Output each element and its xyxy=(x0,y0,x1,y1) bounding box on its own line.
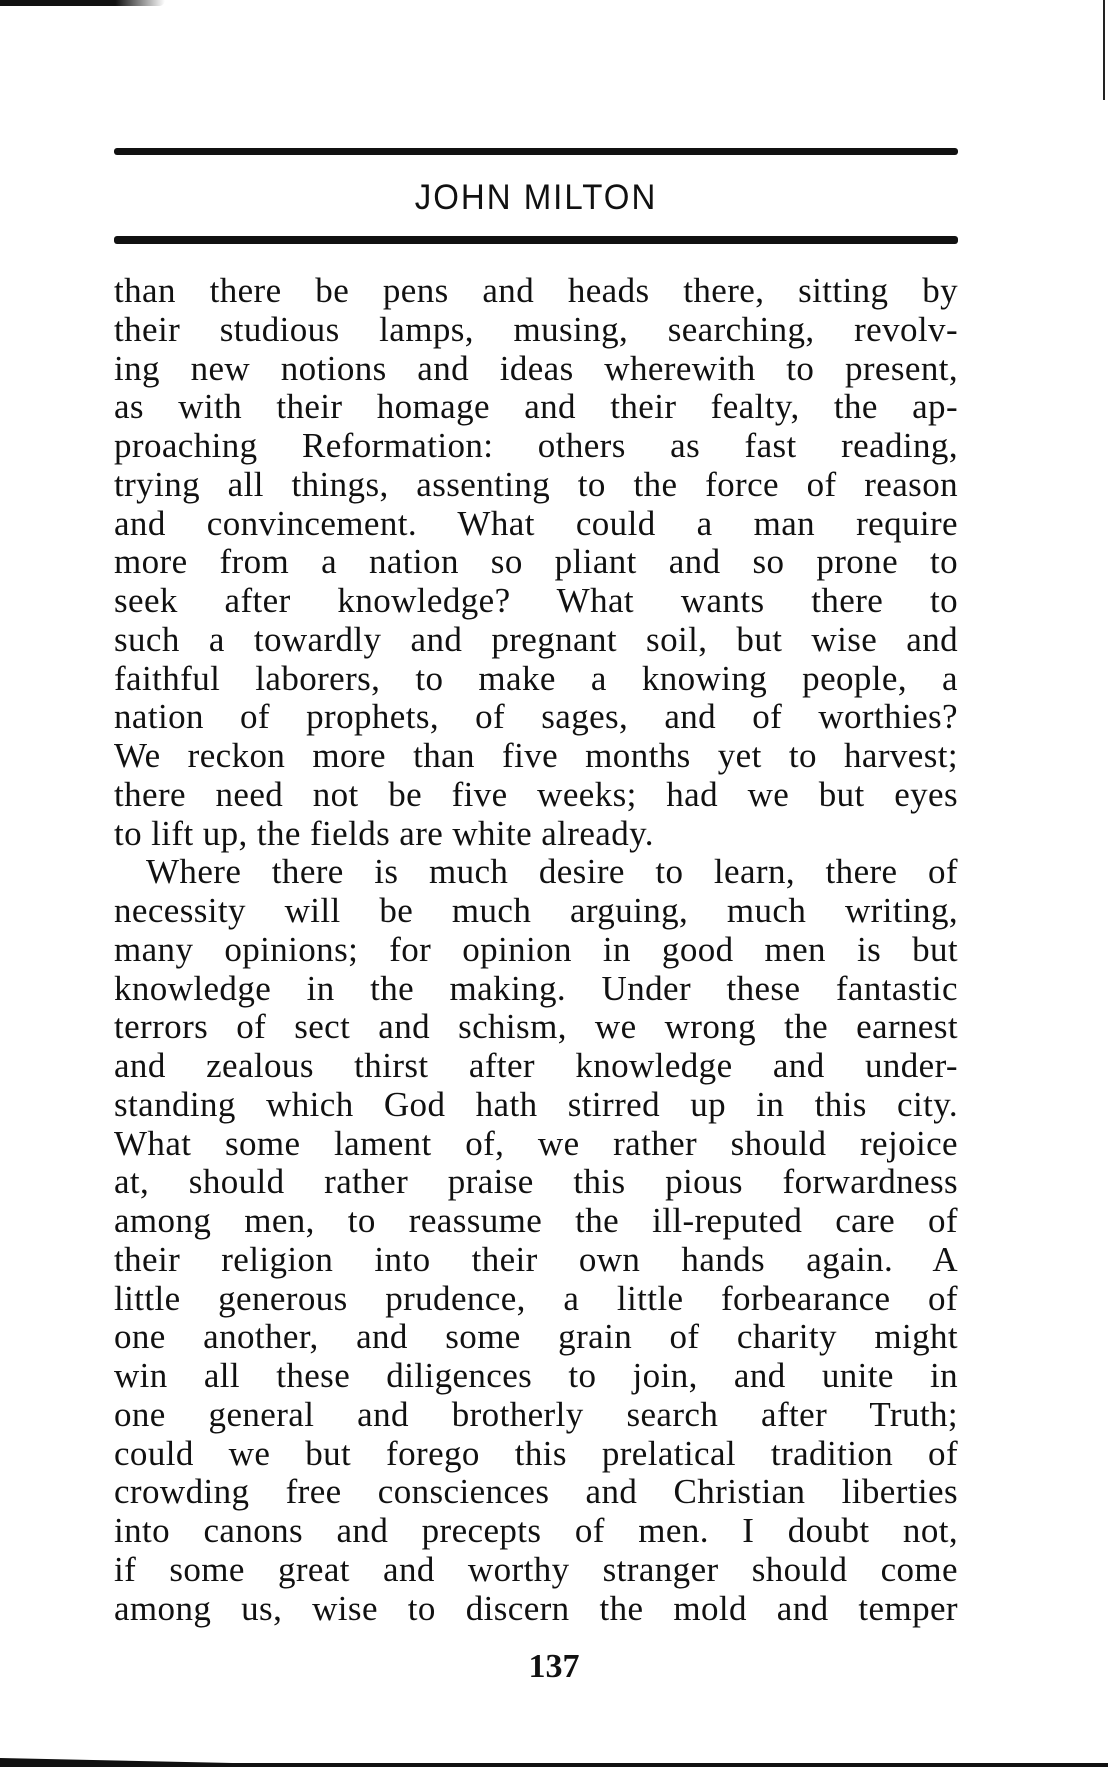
text-line: standing which God hath stirred up in this city. xyxy=(114,1084,958,1124)
text-line: at, should rather praise this pious forwardness xyxy=(114,1162,958,1202)
text-line: terrors of sect and schism, we wrong the earnest xyxy=(114,1007,958,1047)
text-line: as with their homage and their fealty, the ap- xyxy=(114,387,958,427)
body-text xyxy=(114,272,958,1628)
text-line: seek after knowledge? What wants there to xyxy=(114,581,958,620)
text-line: many opinions; for opinion in good men is but xyxy=(114,929,958,969)
text-line: nation of prophets, of sages, and of worthies? xyxy=(114,697,958,737)
text-line: little generous prudence, a little forbearance of xyxy=(114,1278,958,1318)
text-line: proaching Reformation: others as fast reading, xyxy=(114,426,958,465)
text-line: win all these diligences to join, and unite in xyxy=(114,1356,958,1395)
running-head: JOHN MILTON xyxy=(414,176,658,217)
text-line: faithful laborers, to make a knowing people, a xyxy=(114,658,958,698)
text-line: into canons and precepts of men. I doubt not, xyxy=(114,1511,958,1550)
text-line: among men, to reassume the ill-reputed care of xyxy=(114,1201,958,1240)
text-line: than there be pens and heads there, sitting by xyxy=(114,271,958,310)
text-line: ing new notions and ideas wherewith to present, xyxy=(114,348,958,388)
text-line: could we but forego this prelatical tradition of xyxy=(114,1433,958,1473)
text-line: among us, wise to discern the mold and temper xyxy=(114,1588,958,1628)
text-line: and convincement. What could a man require xyxy=(114,503,958,543)
scan-smudge xyxy=(0,0,165,6)
header-rule-top xyxy=(114,148,958,155)
text-line: their religion into their own hands again. A xyxy=(114,1239,958,1279)
header-rule-bottom xyxy=(114,236,958,244)
text-line: What some lament of, we rather should rejoice xyxy=(114,1123,958,1163)
text-line: if some great and worthy stranger should come xyxy=(114,1549,958,1589)
text-line: to lift up, the fields are white already. xyxy=(114,813,654,853)
text-line: Where there is much desire to learn, there of xyxy=(146,852,958,892)
page-edge xyxy=(1103,0,1105,100)
text-line: crowding free consciences and Christian liberties xyxy=(114,1472,958,1512)
text-line: there need not be five weeks; had we but eyes xyxy=(114,774,958,814)
text-line: one another, and some grain of charity might xyxy=(114,1317,958,1357)
text-line: necessity will be much arguing, much writing, xyxy=(114,891,958,930)
page-bottom-edge xyxy=(0,1763,1108,1767)
text-line: We reckon more than five months yet to harvest; xyxy=(114,736,958,775)
text-line: one general and brotherly search after Truth; xyxy=(114,1394,958,1434)
text-line: such a towardly and pregnant soil, but wise and xyxy=(114,619,958,659)
text-line: their studious lamps, musing, searching, revolv- xyxy=(114,309,958,349)
text-line: knowledge in the making. Under these fantastic xyxy=(114,968,958,1008)
text-line: and zealous thirst after knowledge and under- xyxy=(114,1046,958,1085)
page-number: 137 xyxy=(528,1648,580,1685)
text-line: trying all things, assenting to the force of reason xyxy=(114,464,958,504)
text-line: more from a nation so pliant and so prone to xyxy=(114,542,958,582)
